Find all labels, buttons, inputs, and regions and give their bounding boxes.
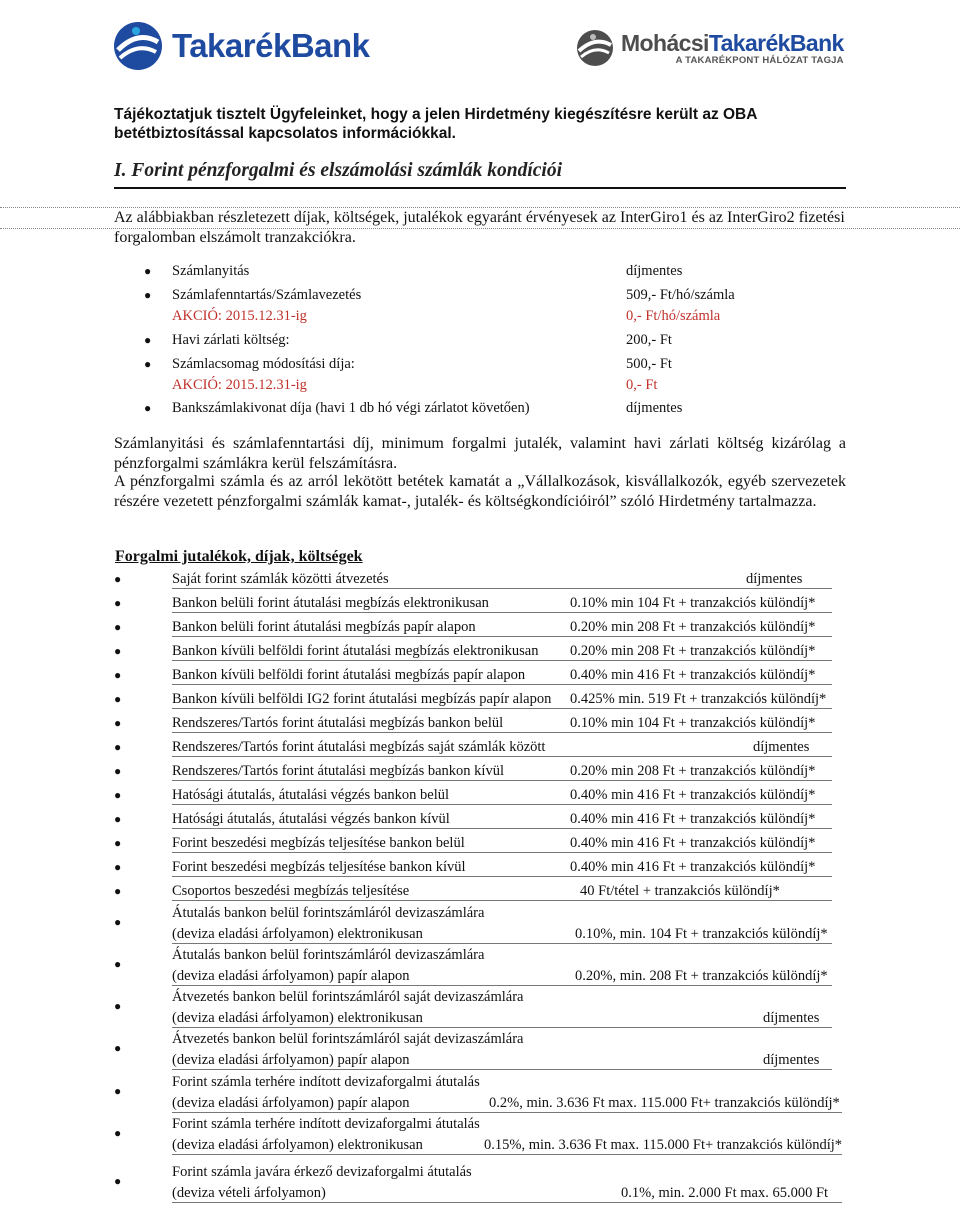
commission-label: Rendszeres/Tartós forint átutalási megbízás saját számlák között xyxy=(172,739,546,755)
bullet-icon: ● xyxy=(144,333,152,347)
commission-value: 0.10%, min. 104 Ft + tranzakciós különdíj* xyxy=(575,926,828,942)
commission-label: Hatósági átutalás, átutalási végzés bankon belül xyxy=(172,787,450,803)
bullet-icon: ● xyxy=(114,716,122,730)
commission-value: díjmentes xyxy=(746,571,803,587)
commission-label-detail: (deviza eladási árfolyamon) elektronikusan xyxy=(172,1137,423,1153)
bullet-icon: ● xyxy=(114,836,122,850)
commissions-title: Forgalmi jutalékok, díjak, költségek xyxy=(115,548,363,565)
bullet-icon: ● xyxy=(114,999,122,1013)
row-rule xyxy=(172,588,832,589)
dotted-divider xyxy=(0,228,960,229)
fee-value: 200,- Ft xyxy=(626,332,672,348)
bullet-icon: ● xyxy=(114,620,122,634)
commission-label: Átvezetés bankon belül forintszámláról saját devizaszámlára xyxy=(172,1031,524,1047)
takarekbank-logo-text: TakarékBank xyxy=(172,27,370,64)
bullet-icon: ● xyxy=(114,572,122,586)
commission-label: Bankon belüli forint átutalási megbízás papír alapon xyxy=(172,619,476,635)
row-rule xyxy=(172,660,832,661)
commission-label: Bankon kívüli belföldi IG2 forint átutalási megbízás papír alapon xyxy=(172,691,552,707)
fee-label: Havi zárlati költség: xyxy=(172,332,290,348)
bullet-icon: ● xyxy=(114,644,122,658)
commission-value: díjmentes xyxy=(763,1010,820,1026)
section-divider xyxy=(114,187,846,189)
commission-label: Forint számla javára érkező devizaforgalmi átutalás xyxy=(172,1164,472,1180)
commission-label: Átutalás bankon belül forintszámláról devizaszámlára xyxy=(172,905,485,921)
mohacsi-takarekbank-logo xyxy=(575,20,844,76)
row-rule xyxy=(172,1154,842,1155)
promo-label: AKCIÓ: 2015.12.31-ig xyxy=(172,308,307,324)
commission-label-detail: (deviza eladási árfolyamon) elektronikusan xyxy=(172,926,423,942)
commission-value: 0.20% min 208 Ft + tranzakciós különdíj* xyxy=(570,763,816,779)
commission-value: 0.15%, min. 3.636 Ft max. 115.000 Ft+ tranzakciós különdíj* xyxy=(484,1137,843,1153)
mohacsi-logo-text: MohácsiTakarékBank xyxy=(621,29,844,56)
row-rule xyxy=(172,1112,842,1113)
commission-label: Bankon belüli forint átutalási megbízás elektronikusan xyxy=(172,595,489,611)
takarekbank-emblem-icon xyxy=(112,20,164,72)
row-rule xyxy=(172,1027,832,1028)
row-rule xyxy=(172,852,832,853)
mohacsi-emblem-icon xyxy=(575,28,615,68)
bullet-icon: ● xyxy=(114,596,122,610)
bullet-icon: ● xyxy=(114,788,122,802)
bullet-icon: ● xyxy=(114,1041,122,1055)
commission-value: 0.10% min 104 Ft + tranzakciós különdíj* xyxy=(570,715,816,731)
bullet-icon: ● xyxy=(144,264,152,278)
row-rule xyxy=(172,636,832,637)
fee-value: díjmentes xyxy=(626,263,683,279)
fee-value: 509,- Ft/hó/számla xyxy=(626,287,735,303)
commission-label: Forint beszedési megbízás teljesítése bankon kívül xyxy=(172,859,466,875)
fee-value: 500,- Ft xyxy=(626,356,672,372)
row-rule xyxy=(172,756,832,757)
commission-label: Rendszeres/Tartós forint átutalási megbízás bankon kívül xyxy=(172,763,504,779)
bullet-icon: ● xyxy=(114,1126,122,1140)
commission-label: Forint számla terhére indított devizaforgalmi átutalás xyxy=(172,1074,480,1090)
fee-label: Számlafenntartás/Számlavezetés xyxy=(172,287,362,303)
row-rule xyxy=(172,1069,832,1070)
commission-value: 0.10% min 104 Ft + tranzakciós különdíj* xyxy=(570,595,816,611)
takarekbank-logo xyxy=(112,18,370,74)
row-rule xyxy=(172,684,832,685)
commission-value: 0.1%, min. 2.000 Ft max. 65.000 Ft xyxy=(621,1185,829,1201)
billing-note: Számlanyitási és számlafenntartási díj, minimum forgalmi jutalék, valamint havi zárlati költség kizárólag a pénzforgalmi számlákra kerül felszámításra. xyxy=(114,435,846,472)
fee-label: Számlanyitás xyxy=(172,263,250,279)
bullet-icon: ● xyxy=(114,740,122,754)
row-rule xyxy=(172,828,832,829)
bullet-icon: ● xyxy=(114,812,122,826)
bullet-icon: ● xyxy=(114,692,122,706)
row-rule xyxy=(172,900,832,901)
commission-label: Átvezetés bankon belül forintszámláról saját devizaszámlára xyxy=(172,989,524,1005)
commission-value: 40 Ft/tétel + tranzakciós különdíj* xyxy=(580,883,780,899)
logo-tagline: A TAKARÉKPONT HÁLÓZAT TAGJA xyxy=(675,54,844,66)
row-rule xyxy=(172,612,832,613)
bullet-icon: ● xyxy=(114,764,122,778)
bullet-icon: ● xyxy=(114,1084,122,1098)
commission-label: Rendszeres/Tartós forint átutalási megbízás bankon belül xyxy=(172,715,504,731)
row-rule xyxy=(172,1202,842,1203)
promo-label: AKCIÓ: 2015.12.31-ig xyxy=(172,377,307,393)
commission-label: Hatósági átutalás, átutalási végzés bankon kívül xyxy=(172,811,450,827)
bullet-icon: ● xyxy=(144,288,152,302)
commission-value: 0.20% min 208 Ft + tranzakciós különdíj* xyxy=(570,643,816,659)
commission-label: Átutalás bankon belül forintszámláról devizaszámlára xyxy=(172,947,485,963)
commission-value: 0.20% min 208 Ft + tranzakciós különdíj* xyxy=(570,619,816,635)
bullet-icon: ● xyxy=(114,915,122,929)
commission-value: 0.20%, min. 208 Ft + tranzakciós különdíj* xyxy=(575,968,828,984)
commission-value: 0.40% min 416 Ft + tranzakciós különdíj* xyxy=(570,667,816,683)
row-rule xyxy=(172,708,832,709)
section-intro: Az alábbiakban részletezett díjak, költségek, jutalékok egyaránt érvényesek az InterGiro1 és az InterGiro2 fizetési forgalomban elszámolt tranzakciókra. xyxy=(114,209,845,246)
commission-label-detail: (deviza eladási árfolyamon) papír alapon xyxy=(172,1052,410,1068)
commission-value: 0.425% min. 519 Ft + tranzakciós különdíj* xyxy=(570,691,827,707)
notice-text: Tájékoztatjuk tisztelt Ügyfeleinket, hogy a jelen Hirdetmény kiegészítésre került az OBA betétbiztosítással kapcsolatos információkkal. xyxy=(114,106,757,142)
commission-label: Csoportos beszedési megbízás teljesítése xyxy=(172,883,410,899)
commission-label-detail: (deviza eladási árfolyamon) papír alapon xyxy=(172,1095,410,1111)
section-title: I. Forint pénzforgalmi és elszámolási számlák kondíciói xyxy=(114,160,563,181)
commission-label: Forint beszedési megbízás teljesítése bankon belül xyxy=(172,835,465,851)
commission-label: Bankon kívüli belföldi forint átutalási megbízás papír alapon xyxy=(172,667,526,683)
bullet-icon: ● xyxy=(114,1174,122,1188)
commission-value: 0.40% min 416 Ft + tranzakciós különdíj* xyxy=(570,859,816,875)
fee-value: díjmentes xyxy=(626,400,683,416)
row-rule xyxy=(172,804,832,805)
commission-label-detail: (deviza eladási árfolyamon) elektronikusan xyxy=(172,1010,423,1026)
commission-value: díjmentes xyxy=(763,1052,820,1068)
row-rule xyxy=(172,732,832,733)
commission-value: 0.40% min 416 Ft + tranzakciós különdíj* xyxy=(570,835,816,851)
row-rule xyxy=(172,943,832,944)
bullet-icon: ● xyxy=(144,401,152,415)
commission-value: 0.40% min 416 Ft + tranzakciós különdíj* xyxy=(570,811,816,827)
fee-label: Számlacsomag módosítási díja: xyxy=(172,356,355,372)
commission-label-detail: (deviza vételi árfolyamon) xyxy=(172,1185,326,1201)
promo-value: 0,- Ft xyxy=(626,377,658,393)
promo-value: 0,- Ft/hó/számla xyxy=(626,308,721,324)
bullet-icon: ● xyxy=(114,668,122,682)
interest-note: A pénzforgalmi számla és az arról lekötött betétek kamatát a „Vállalkozások, kisvállalkozók, egyéb szervezetek részére vezetett pénzforgalmi számlák kamat-, jutalék- és költségkondícióiról” szóló Hirdetmény tartalmazza. xyxy=(114,473,846,510)
row-rule xyxy=(172,780,832,781)
commission-label: Forint számla terhére indított devizaforgalmi átutalás xyxy=(172,1116,480,1132)
row-rule xyxy=(172,985,832,986)
commission-value: 0.2%, min. 3.636 Ft max. 115.000 Ft+ tranzakciós különdíj* xyxy=(489,1095,840,1111)
row-rule xyxy=(172,876,832,877)
bullet-icon: ● xyxy=(114,957,122,971)
fee-label: Bankszámlakivonat díja (havi 1 db hó végi zárlatot követően) xyxy=(172,400,530,416)
commission-label-detail: (deviza eladási árfolyamon) papír alapon xyxy=(172,968,410,984)
bullet-icon: ● xyxy=(144,357,152,371)
commission-value: 0.40% min 416 Ft + tranzakciós különdíj* xyxy=(570,787,816,803)
commission-label: Bankon kívüli belföldi forint átutalási megbízás elektronikusan xyxy=(172,643,539,659)
bullet-icon: ● xyxy=(114,884,122,898)
bullet-icon: ● xyxy=(114,860,122,874)
commission-value: díjmentes xyxy=(753,739,810,755)
commission-label: Saját forint számlák közötti átvezetés xyxy=(172,571,389,587)
